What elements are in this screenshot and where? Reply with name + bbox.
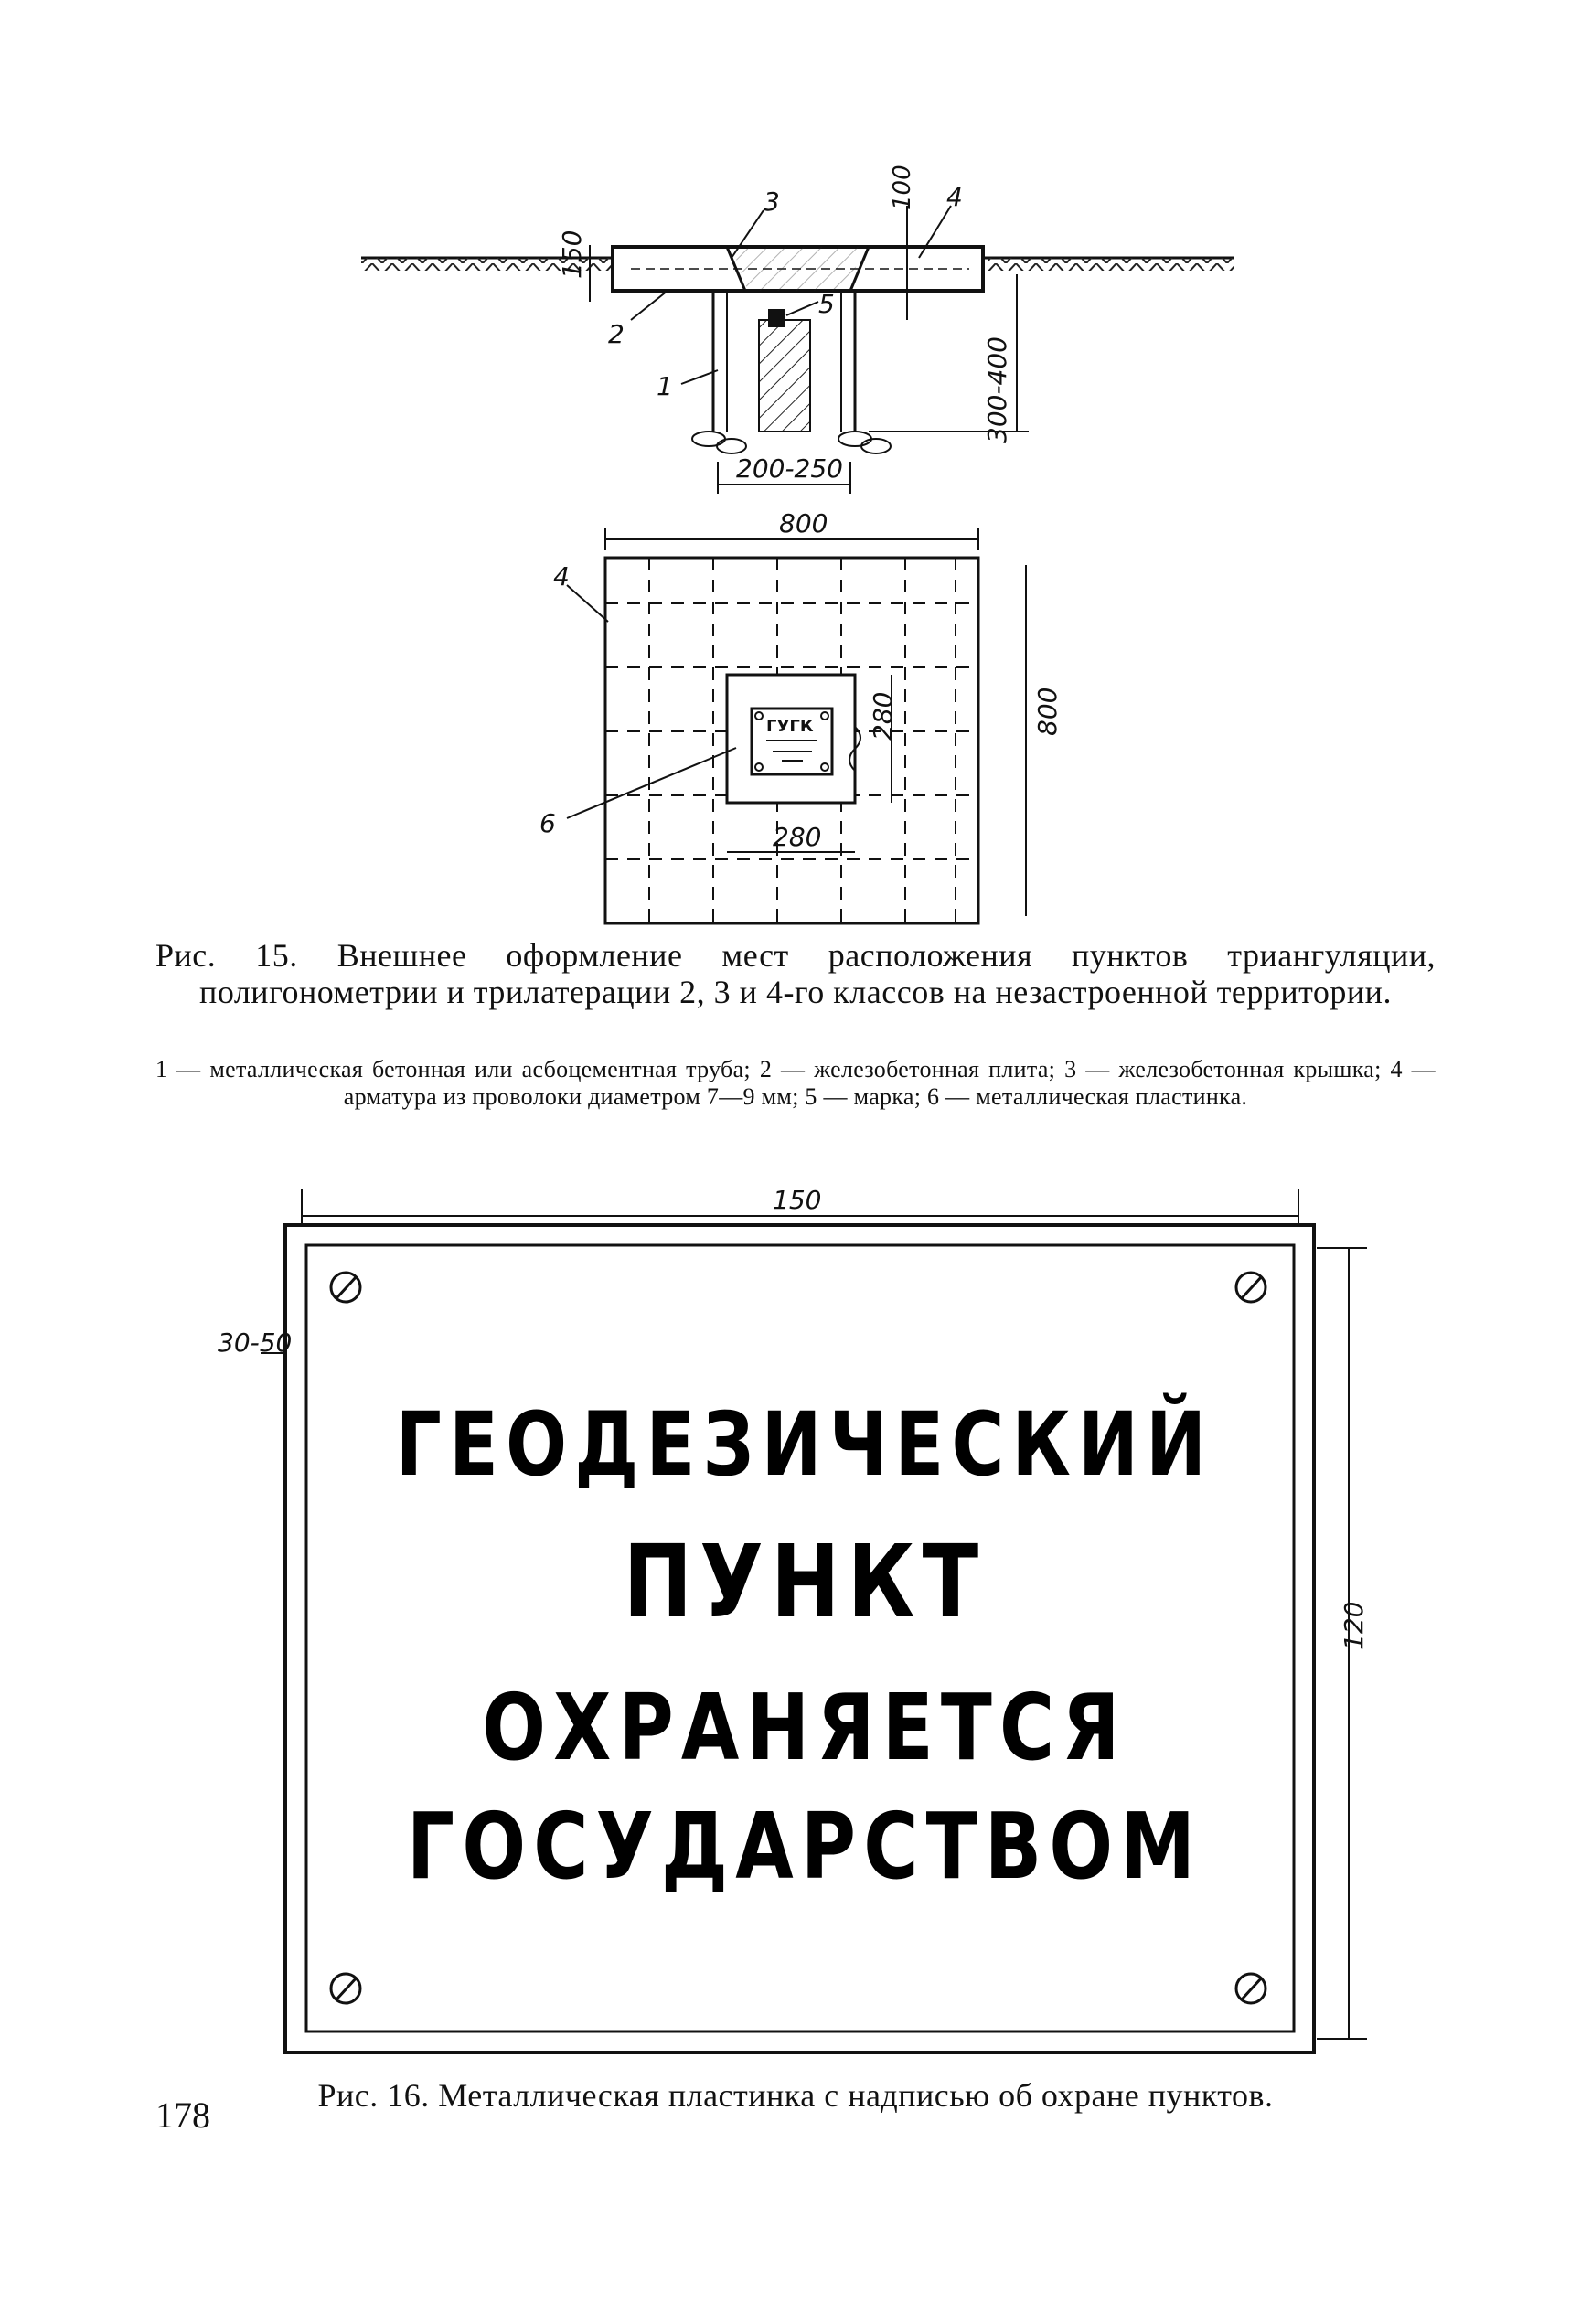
fig15-legend: 1 — металлическая бетонная или асбоцементная труба; 2 — железобетонная плита; 3 — железобетонная крышка; 4 — арматура из проволоки диаметром 7—9 мм; 5 — марка; 6 — металлическая пластинка.: [155, 1056, 1436, 1110]
sign-line-2: ПУНКТ: [623, 1523, 987, 1640]
concrete-pipe: [692, 291, 891, 453]
sign-line-4: ГОСУДАРСТВОМ: [406, 1793, 1203, 1900]
dim-depth: 300-400: [982, 336, 1012, 443]
sign-line-1: ГЕОДЕЗИЧЕСКИЙ: [395, 1393, 1214, 1496]
plate-label: ГУГК: [766, 717, 814, 736]
callout-4-section: 4: [946, 182, 963, 212]
fig15-caption: Рис. 15. Внешнее оформление мест расположения пунктов триангуляции, полигонометрии и трилатерации 2, 3 и 4-го классов на незастроенной территории.: [155, 937, 1436, 1010]
callout-2: 2: [608, 319, 625, 349]
callout-3: 3: [764, 187, 780, 217]
dim-pipe: 200-250: [736, 453, 843, 484]
dim-sign-height: 120: [1339, 1601, 1369, 1650]
callout-6: 6: [539, 808, 556, 838]
callout-5: 5: [818, 289, 835, 319]
dim-cover: 100: [889, 165, 916, 210]
dim-plan-width: 800: [779, 508, 828, 538]
page-number: 178: [155, 2095, 210, 2136]
dim-plate-h: 280: [868, 691, 898, 741]
sign-line-3: ОХРАНЯЕТСЯ: [482, 1674, 1127, 1781]
callout-1: 1: [657, 371, 673, 401]
dim-sign-width: 150: [773, 1185, 822, 1215]
dim-sign-margin: 30-50: [218, 1327, 293, 1358]
fig16-caption: Рис. 16. Металлическая пластинка с надписью об охране пунктов.: [317, 2077, 1274, 2114]
concrete-slab: [613, 247, 983, 291]
dim-thickness: 150: [557, 229, 587, 279]
fig15-drawing: [0, 0, 1570, 933]
dim-plate-w: 280: [773, 822, 822, 852]
callout-4-plan: 4: [553, 561, 570, 592]
dim-plan-height: 800: [1032, 687, 1063, 736]
